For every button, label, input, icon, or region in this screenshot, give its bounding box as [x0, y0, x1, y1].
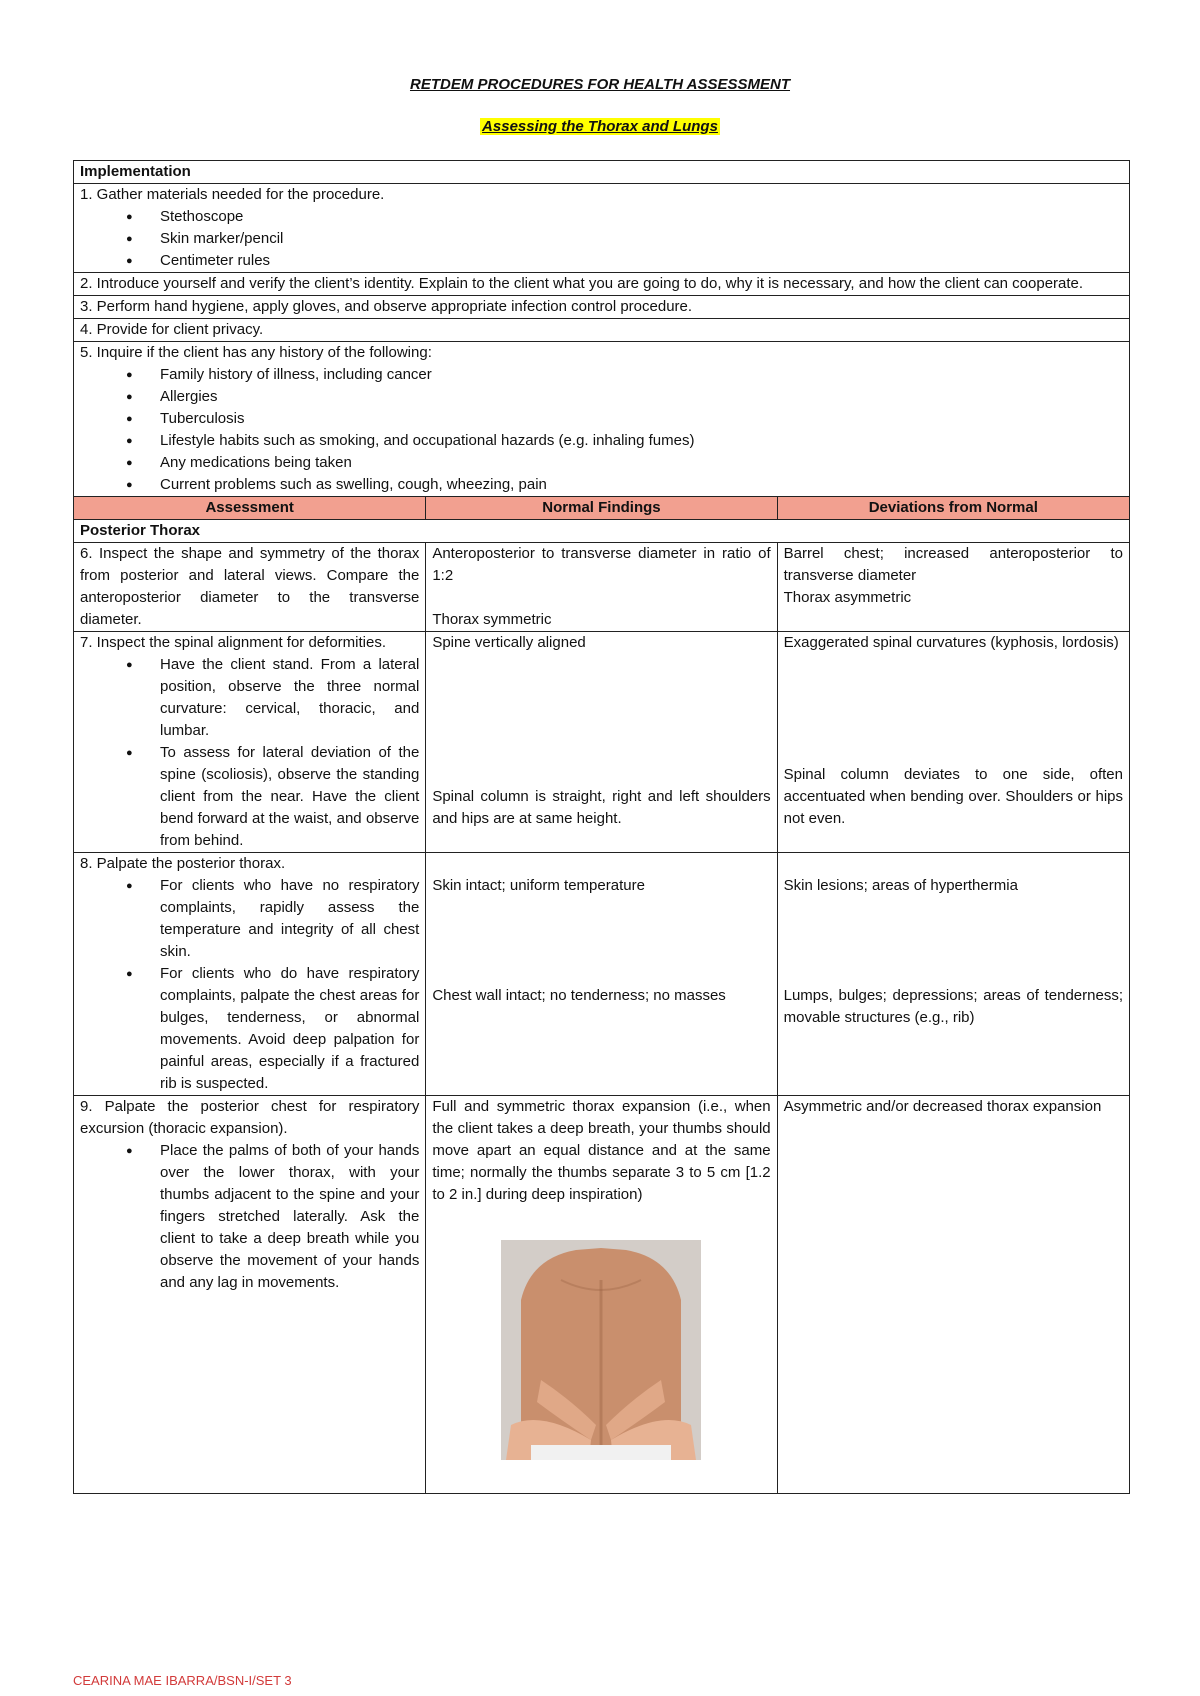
column-header-normal: Normal Findings — [426, 497, 777, 520]
step-5-row — [74, 342, 1130, 497]
list-item: ● Current problems such as swelling, cough, wheezing, pain — [160, 474, 1123, 496]
list-item: ● For clients who have no respiratory complaints, rapidly assess the temperature and integrity of all chest skin. — [160, 875, 419, 963]
list-item: ● Allergies — [160, 386, 1123, 408]
spacer — [784, 853, 1123, 875]
row-8-normal-a: Skin intact; uniform temperature — [432, 877, 645, 894]
step-2-row — [74, 273, 1130, 296]
step-1-text: 1. Gather materials needed for the procedure. — [80, 186, 385, 203]
spacer — [784, 654, 1123, 764]
document-subtitle: Assessing the Thorax and Lungs — [482, 118, 718, 135]
row-9-list — [80, 1140, 419, 1294]
column-header-assessment: Assessment — [74, 497, 426, 520]
row-7-deviation — [777, 632, 1129, 853]
row-8-dev-a: Skin lesions; areas of hyperthermia — [783, 877, 1018, 894]
list-item: ● Stethoscope — [160, 206, 1123, 228]
row-6-assessment: 6. Inspect the shape and symmetry of the thorax from posterior and lateral views. Compare the anteroposterior diameter to the transverse diameter. — [74, 543, 426, 632]
step-2-text: 2. Introduce yourself and verify the client’s identity. Explain to the client what you are going to do, why it is necessary, and how the client can cooperate. — [74, 273, 1130, 296]
row-8-dev-b: Lumps, bulges; depressions; areas of tenderness; movable structures (e.g., rib) — [783, 987, 1123, 1026]
row-7-list — [80, 654, 419, 852]
row-9-text: 9. Palpate the posterior chest for respiratory excursion (thoracic expansion). — [80, 1098, 420, 1137]
document-title: RETDEM PROCEDURES FOR HEALTH ASSESSMENT — [409, 76, 791, 93]
section-title: Posterior Thorax — [74, 520, 1130, 543]
row-8-deviation — [777, 853, 1129, 1096]
step-3-row — [74, 296, 1130, 319]
step-5-list — [80, 364, 1123, 496]
procedure-table — [73, 160, 1130, 1494]
step-3-text: 3. Perform hand hygiene, apply gloves, and observe appropriate infection control procedure. — [74, 296, 1130, 319]
list-item: ● Lifestyle habits such as smoking, and occupational hazards (e.g. inhaling fumes) — [160, 430, 1123, 452]
list-item: ● Have the client stand. From a lateral position, observe the three normal curvature: cervical, thoracic, and lumbar. — [160, 654, 419, 742]
row-6-dev-a: Barrel chest; increased anteroposterior to transverse diameter — [783, 545, 1123, 584]
row-7-normal-b: Spinal column is straight, right and left shoulders and hips are at same height. — [432, 788, 771, 827]
list-item: ● Any medications being taken — [160, 452, 1123, 474]
row-9-deviation: Asymmetric and/or decreased thorax expansion — [777, 1096, 1129, 1494]
row-6-normal-a: Anteroposterior to transverse diameter in ratio of 1:2 — [432, 545, 771, 584]
step-5-text: 5. Inquire if the client has any history of the following: — [80, 344, 432, 361]
implementation-header-row — [74, 161, 1130, 184]
row-8-assessment — [74, 853, 426, 1096]
column-header-row — [74, 497, 1130, 520]
row-7-text: 7. Inspect the spinal alignment for deformities. — [80, 634, 386, 651]
spacer — [432, 654, 770, 786]
row-6-normal-b: Thorax symmetric — [432, 611, 552, 628]
spacer — [432, 897, 770, 985]
column-header-deviations: Deviations from Normal — [777, 497, 1129, 520]
subtitle-wrap — [0, 118, 1200, 136]
table-row — [74, 1096, 1130, 1494]
row-8-text: 8. Palpate the posterior thorax. — [80, 855, 286, 872]
list-item: ● Family history of illness, including cancer — [160, 364, 1123, 386]
row-7-dev-a: Exaggerated spinal curvatures (kyphosis, lordosis) — [783, 634, 1119, 651]
list-item: ● Place the palms of both of your hands over the lower thorax, with your thumbs adjacent to the spine and your fingers stretched laterally. Ask the client to take a deep breath while you observe the movement of your hands and any lag in movements. — [160, 1140, 419, 1294]
list-item: ● Tuberculosis — [160, 408, 1123, 430]
row-8-normal — [426, 853, 777, 1096]
row-7-assessment — [74, 632, 426, 853]
list-item: ● To assess for lateral deviation of the spine (scoliosis), observe the standing client from the near. Have the client bend forward at the waist, and observe from behind. — [160, 742, 419, 852]
spacer — [432, 853, 770, 875]
row-6-normal — [426, 543, 777, 632]
implementation-header: Implementation — [74, 161, 1130, 184]
row-8-normal-b: Chest wall intact; no tenderness; no masses — [432, 987, 726, 1004]
row-9-assessment — [74, 1096, 426, 1494]
row-7-dev-b: Spinal column deviates to one side, often accentuated when bending over. Shoulders or hips not even. — [783, 766, 1123, 827]
spacer — [432, 587, 770, 609]
list-item: ● For clients who do have respiratory complaints, palpate the chest areas for bulges, tenderness, or abnormal movements. Avoid deep palpation for painful areas, especially if a fractured rib is suspected. — [160, 963, 419, 1095]
table-row — [74, 853, 1130, 1096]
step-5-cell — [74, 342, 1130, 497]
row-6-dev-b: Thorax asymmetric — [783, 589, 912, 606]
row-9-normal-text: Full and symmetric thorax expansion (i.e., when the client takes a deep breath, your thumbs should move apart an equal distance and at the same time; normally the thumbs separate 3 to 5 cm [1.2 to 2 in.] during deep inspiration) — [432, 1098, 771, 1203]
table-row — [74, 543, 1130, 632]
step-1-cell — [74, 184, 1130, 273]
step-1-list — [80, 206, 1123, 272]
row-7-normal-a: Spine vertically aligned — [432, 634, 586, 651]
spacer — [784, 897, 1123, 985]
row-9-normal — [426, 1096, 777, 1494]
list-item: ● Centimeter rules — [160, 250, 1123, 272]
section-row — [74, 520, 1130, 543]
step-4-row — [74, 319, 1130, 342]
list-item: ● Skin marker/pencil — [160, 228, 1123, 250]
footer-author: CEARINA MAE IBARRA/BSN-I/SET 3 — [73, 1673, 292, 1688]
step-1-row — [74, 184, 1130, 273]
step-4-text: 4. Provide for client privacy. — [74, 319, 1130, 342]
row-8-list — [80, 875, 419, 1095]
back-palpation-illustration — [501, 1240, 701, 1460]
row-6-deviation — [777, 543, 1129, 632]
thoracic-expansion-photo — [501, 1240, 701, 1460]
table-row — [74, 632, 1130, 853]
row-7-normal — [426, 632, 777, 853]
